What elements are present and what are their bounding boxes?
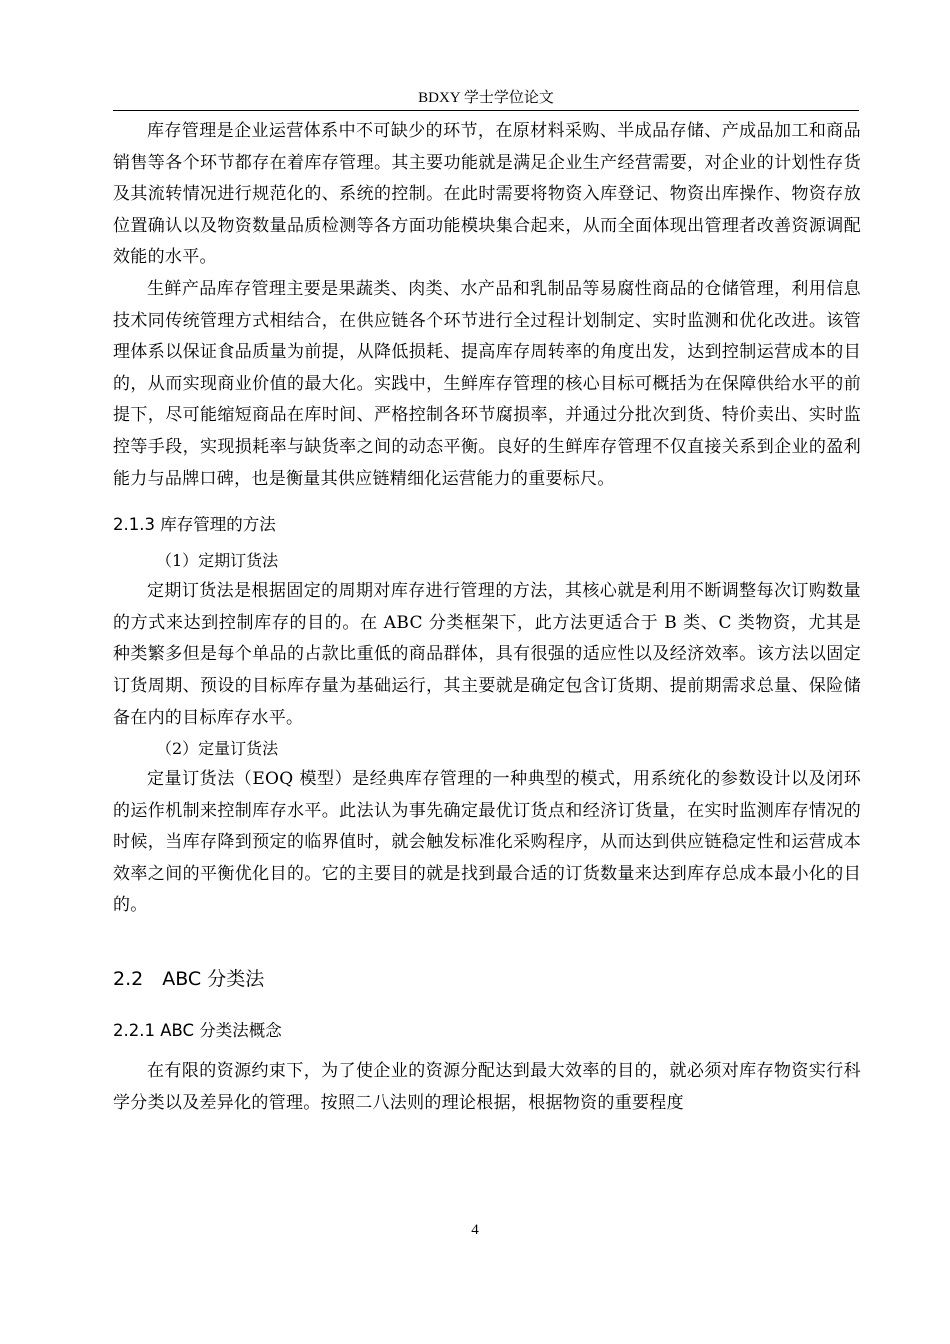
paragraph-quantity-ordering: 定量订货法（EOQ 模型）是经典库存管理的一种典型的模式，用系统化的参数设计以及闭环的运作机制来控制库存水平。此法认为事先确定最优订货点和经济订货量，在实时监测库存情况的时候，当库存降到预定的临界值时，就会触发标准化采购程序，从而达到供应链稳定性和运营成本效率之间的平衡优化目的。它的主要目的就是找到最合适的订货数量来达到库存总成本最小化的目的。	[113, 769, 861, 916]
paragraph-abc-concept: 在有限的资源约束下，为了使企业的资源分配达到最大效率的目的，就必须对库存物资实行科学分类以及差异化的管理。按照二八法则的理论根据，根据物资的重要程度	[113, 1061, 861, 1113]
paragraph-inventory-management: 库存管理是企业运营体系中不可缺少的环节，在原材料采购、半成品存储、产成品加工和商品销售等各个环节都存在着库存管理。其主要功能就是满足企业生产经营需要，对企业的计划性存货及其流转情况进行规范化的、系统的控制。在此时需要将物资入库登记、物资出库操作、物资存放位置确认以及物资数量品质检测等各方面功能模块集合起来，从而全面体现出管理者改善资源调配效能的水平。	[113, 121, 861, 268]
page-body	[113, 116, 861, 1119]
running-header: BDXY 学士学位论文	[418, 90, 554, 106]
subheading-periodic-ordering: （1）定期订货法	[156, 551, 279, 571]
subheading-quantity-ordering: （2）定量订货法	[156, 739, 279, 759]
heading-2-2-1: 2.2.1 ABC 分类法概念	[113, 1021, 282, 1041]
paragraph-fresh-inventory: 生鲜产品库存管理主要是果蔬类、肉类、水产品和乳制品等易腐性商品的仓储管理，利用信息技术同传统管理方式相结合，在供应链各个环节进行全过程计划制定、实时监测和优化改进。该管理体系以保证食品质量为前提，从降低损耗、提高库存周转率的角度出发，达到控制运营成本的目的，从而实现商业价值的最大化。实践中，生鲜库存管理的核心目标可概括为在保障供给水平的前提下，尽可能缩短商品在库时间、严格控制各环节腐损率，并通过分批次到货、特价卖出、实时监控等手段，实现损耗率与缺货率之间的动态平衡。良好的生鲜库存管理不仅直接关系到企业的盈利能力与品牌口碑，也是衡量其供应链精细化运营能力的重要标尺。	[113, 278, 861, 489]
heading-2-2: 2.2 ABC 分类法	[113, 968, 265, 991]
heading-2-1-3: 2.1.3 库存管理的方法	[113, 515, 276, 535]
paragraph-periodic-ordering: 定期订货法是根据固定的周期对库存进行管理的方法，其核心就是利用不断调整每次订购数量的方式来达到控制库存的目的。在 ABC 分类框架下，此方法更适合于 B 类、C 类物资，尤其是种类繁多但是每个单品的占款比重低的商品群体，具有很强的适应性以及经济效率。该方法以固定订货周期、预设的目标库存量为基础运行，其主要就是确定包含订货期、提前期需求总量、保险储备在内的目标库存水平。	[113, 581, 861, 728]
page-number: 4	[471, 1222, 479, 1238]
header-rule	[113, 110, 859, 111]
